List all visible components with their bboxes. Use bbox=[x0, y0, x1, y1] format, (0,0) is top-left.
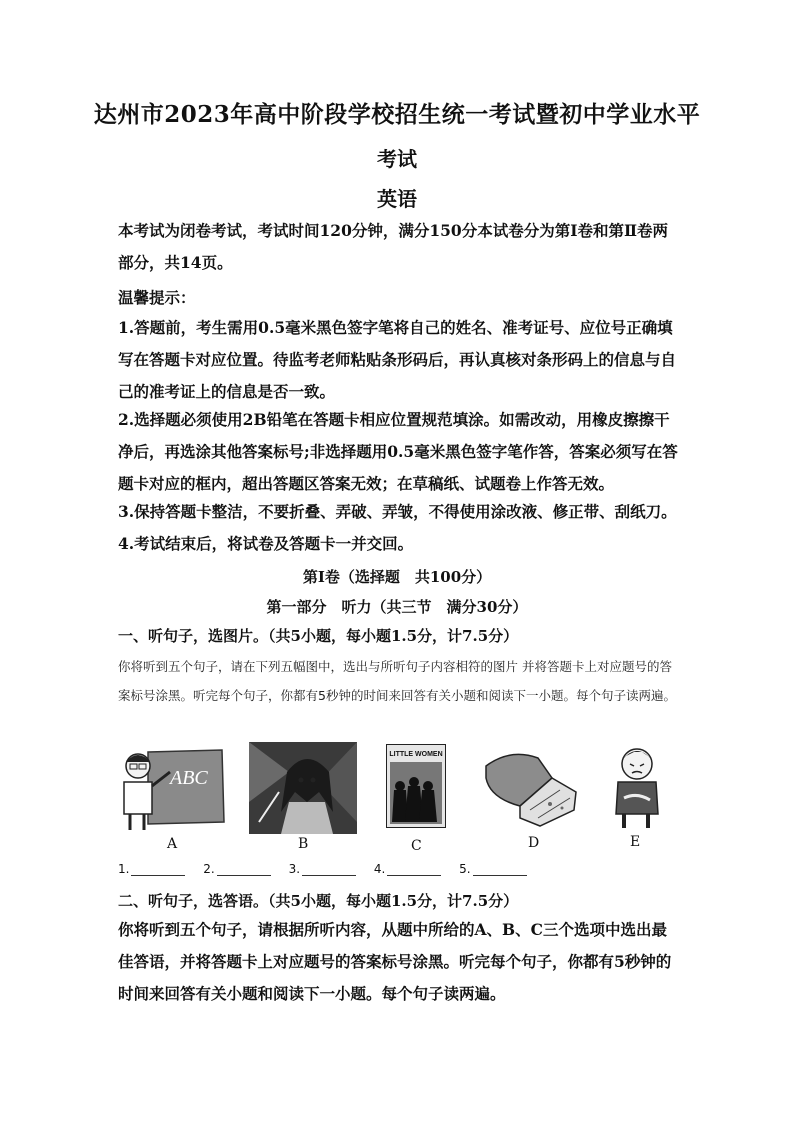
picture-e bbox=[604, 744, 670, 830]
book-title: LITTLE WOMEN bbox=[389, 751, 443, 758]
boy-stomachache-icon bbox=[604, 744, 670, 830]
subject-title: 英语 bbox=[377, 187, 417, 211]
section1-heading: 一、听句子，选图片。（共5小题，每小题1.5分，计7.5分） bbox=[118, 627, 519, 645]
tip-rule-2: 2.选择题必须使用2B铅笔在答题卡相应位置规范填涂。如需改动，用橡皮擦擦干净后，再选涂其他答案标号;非选择题用0.5毫米黑色签字笔作答，答案必须写在答题卡对应的框内，超出答题区答案无效；在草稿纸、试题卷上作答无效。 bbox=[118, 410, 678, 493]
bread-loaf-icon bbox=[480, 748, 580, 828]
answer-blank-1[interactable]: 1. bbox=[118, 862, 185, 876]
answer-blank-4[interactable]: 4. bbox=[374, 862, 441, 876]
answer-blank-5[interactable]: 5. bbox=[459, 862, 526, 876]
exam-title-continued: 考试 bbox=[377, 147, 417, 171]
exam-title: 达州市2023年高中阶段学校招生统一考试暨初中学业水平 bbox=[93, 101, 701, 128]
picture-label-b: B bbox=[298, 836, 309, 852]
picture-a bbox=[118, 742, 226, 832]
tip-rule-4: 4.考试结束后，将试卷及答题卡一并交回。 bbox=[118, 534, 414, 553]
picture-c bbox=[386, 744, 446, 828]
picture-b bbox=[249, 742, 357, 834]
exam-intro: 本考试为闭卷考试，考试时间120分钟，满分150分本试卷分为第Ⅰ卷和第Ⅱ卷两部分，共14页。 bbox=[118, 221, 669, 272]
teacher-pointing-icon bbox=[118, 742, 226, 832]
picture-label-c: C bbox=[411, 838, 422, 854]
anime-girl-icon bbox=[249, 742, 357, 834]
section2-instruction: 你将听到五个句子，请根据所听内容，从题中所给的A、B、C三个选项中选出最佳答语，并将答题卡上对应题号的答案标号涂黑。听完每个句子，你都有5秒钟的时间来回答有关小题和阅读下一小题。每个句子读两遍。 bbox=[118, 920, 672, 1003]
part-heading: 第一部分 听力（共三节 满分30分） bbox=[266, 598, 528, 616]
section2-heading: 二、听句子，选答语。（共5小题，每小题1.5分，计7.5分） bbox=[118, 892, 519, 910]
picture-label-e: E bbox=[630, 834, 641, 850]
answer-blank-2[interactable]: 2. bbox=[203, 862, 270, 876]
answer-blank-3[interactable]: 3. bbox=[289, 862, 356, 876]
book-cover-icon bbox=[386, 744, 446, 828]
tip-rule-1: 1.答题前，考生需用0.5毫米黑色签字笔将自己的姓名、准考证号、应位号正确填写在答题卡对应位置。待监考老师粘贴条形码后，再认真核对条形码上的信息与自己的准考证上的信息是否一致。 bbox=[118, 318, 677, 401]
board-text: ABC bbox=[170, 767, 208, 789]
picture-label-d: D bbox=[528, 835, 540, 851]
picture-label-a: A bbox=[167, 836, 178, 852]
volume-heading: 第Ⅰ卷（选择题 共100分） bbox=[302, 568, 492, 586]
picture-d bbox=[480, 748, 580, 828]
tip-rule-3: 3.保持答题卡整洁，不要折叠、弄破、弄皱，不得使用涂改液、修正带、刮纸刀。 bbox=[118, 502, 677, 521]
section1-instruction: 你将听到五个句子，请在下列五幅图中，选出与所听句子内容相符的图片 并将答题卡上对应题号的答案标号涂黑。听完每个句子，你都有5秒钟的时间来回答有关小题和阅读下一小题。每个句子读两遍。 bbox=[118, 659, 676, 703]
answer-blanks bbox=[118, 862, 541, 876]
tips-heading: 温馨提示： bbox=[118, 288, 196, 307]
